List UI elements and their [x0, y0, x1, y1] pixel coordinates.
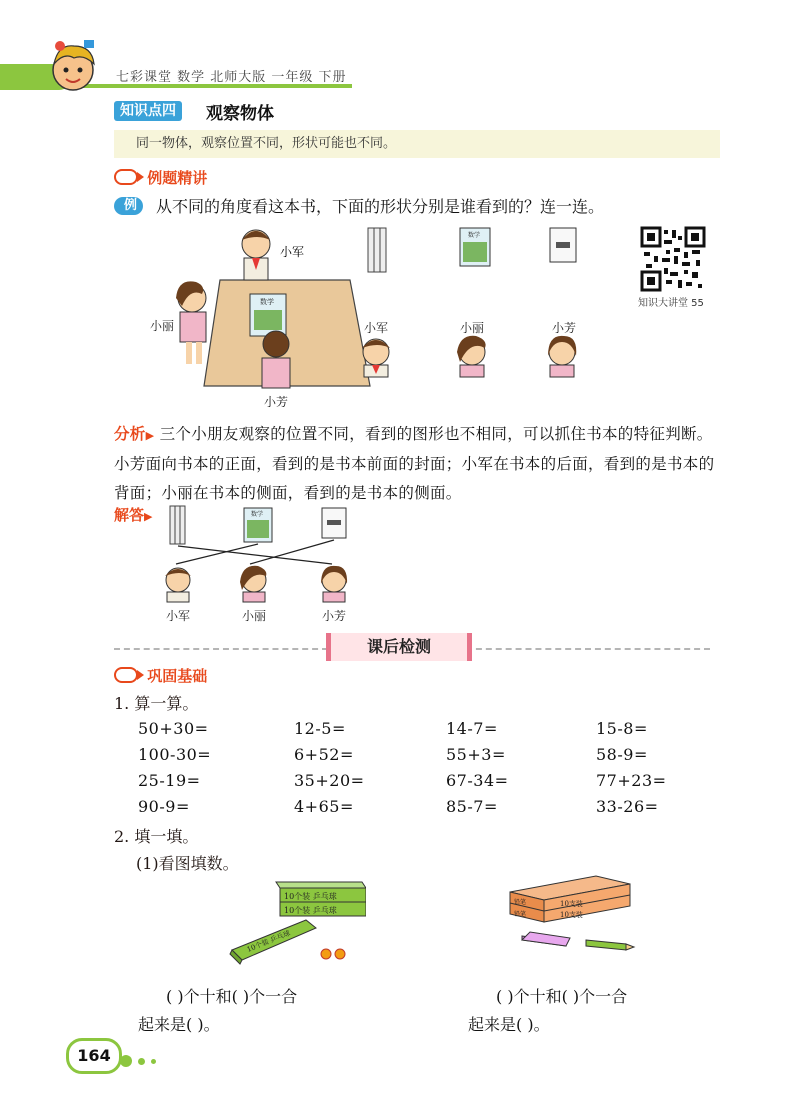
- svg-text:小芳: 小芳: [322, 609, 347, 623]
- svg-text:10个装 乒乓球: 10个装 乒乓球: [284, 892, 337, 901]
- svg-text:小丽: 小丽: [242, 609, 267, 623]
- svg-text:铅笔: 铅笔: [514, 899, 527, 906]
- label-xiaojun: 小军: [280, 245, 305, 259]
- ping-pong-box-tilted: [230, 920, 316, 964]
- section-arrow-icon: [114, 667, 138, 683]
- example-badge: 例: [114, 197, 143, 215]
- svg-text:小丽: 小丽: [460, 321, 485, 335]
- answer-label-wrap: 解答▶: [114, 506, 153, 524]
- svg-text:10个装 乒乓球: 10个装 乒乓球: [245, 929, 292, 954]
- child-xiaojun-figure: [242, 230, 270, 280]
- q1-item: 15-8=: [596, 719, 648, 738]
- mascot-icon: [44, 38, 102, 96]
- pencil-box-stack: [510, 876, 630, 922]
- answer-kid-3: [321, 566, 347, 623]
- ping-pong-box-middle: [280, 902, 366, 916]
- child-xiaofang-figure: [262, 331, 290, 388]
- view-side-of-book: [368, 228, 386, 272]
- q1-title: 1. 算一算。: [114, 694, 199, 713]
- q1-item: 58-9=: [596, 745, 648, 764]
- q1-item: 67-34=: [446, 771, 509, 790]
- answer-side-view: [170, 506, 185, 544]
- svg-text:10个装 乒乓球: 10个装 乒乓球: [284, 906, 337, 915]
- q1-item: 14-7=: [446, 719, 498, 738]
- svg-text:数学: 数学: [468, 232, 481, 239]
- kid-portrait-2: [457, 321, 486, 377]
- after-class-title: 课后检测: [326, 633, 472, 661]
- svg-text:小军: 小军: [364, 321, 389, 335]
- answer-matching-figure: [150, 500, 410, 626]
- analysis-label: 分析: [114, 425, 146, 443]
- q2-right-line2: 起来是( )。: [468, 1015, 550, 1034]
- observation-scene-illustration: [140, 224, 640, 414]
- q1-item: 12-5=: [294, 719, 346, 738]
- q2-left-line2: 起来是( )。: [138, 1015, 220, 1034]
- svg-text:数学: 数学: [251, 511, 264, 518]
- q1-item: 6+52=: [294, 745, 354, 764]
- q1-item: 85-7=: [446, 797, 498, 816]
- knowledge-point-note: 同一物体，观察位置不同，形状可能也不同。: [114, 130, 720, 158]
- divider-right: [466, 648, 710, 650]
- ping-pong-box-top: [276, 882, 366, 902]
- label-xiaofang: 小芳: [264, 395, 289, 409]
- section-arrow-icon: [114, 169, 138, 185]
- consolidate-section-heading: [114, 665, 207, 686]
- qr-code-icon[interactable]: [640, 226, 706, 292]
- ping-pong-boxes-illustration: [226, 874, 366, 974]
- svg-text:小军: 小军: [166, 609, 191, 623]
- q1-item: 100-30=: [138, 745, 212, 764]
- example-section-heading: [114, 167, 207, 188]
- q2-right-line1: ( )个十和( )个一合: [496, 987, 628, 1006]
- analysis-paragraph: 分析▶ 三个小朋友观察的位置不同，看到的图形也不相同，可以抓住书本的特征判断。小芳面向书本的正面，看到的是书本前面的封面；小军在书本的后面，看到的是书本的背面；小丽在书本的侧面，看到的是书本的侧面。: [114, 425, 715, 502]
- analysis-text: 三个小朋友观察的位置不同，看到的图形也不相同，可以抓住书本的特征判断。小芳面向书本的正面，看到的是书本前面的封面；小军在书本的后面，看到的是书本的背面；小丽在书本的侧面，看到的是书本的侧面。: [114, 425, 715, 502]
- ping-pong-ball: [321, 949, 331, 959]
- footer-dot: [120, 1055, 132, 1067]
- book-on-table: [250, 294, 286, 336]
- footer-dot: [138, 1058, 145, 1065]
- svg-text:10支装: 10支装: [560, 911, 583, 919]
- view-front-of-book: [460, 228, 490, 266]
- answer-kid-2: [240, 566, 266, 623]
- svg-text:铅笔: 铅笔: [514, 911, 527, 918]
- match-line-side: [178, 546, 332, 564]
- example-section-title: 例题精讲: [147, 169, 208, 187]
- qr-caption: 知识大讲堂 55: [638, 298, 704, 309]
- q1-item: 25-19=: [138, 771, 201, 790]
- q1-item: 4+65=: [294, 797, 354, 816]
- answer-label: 解答: [114, 506, 145, 524]
- q1-item: 55+3=: [446, 745, 506, 764]
- label-xiaoli: 小丽: [150, 319, 175, 333]
- match-line-back: [250, 540, 334, 564]
- svg-text:数学: 数学: [260, 298, 274, 306]
- example-question: 从不同的角度看这本书，下面的形状分别是谁看到的？连一连。: [156, 197, 605, 216]
- loose-pencils: [522, 932, 634, 950]
- svg-text:10支装: 10支装: [560, 900, 583, 908]
- q1-item: 90-9=: [138, 797, 190, 816]
- view-back-of-book: [550, 228, 576, 262]
- kid-portrait-3: [548, 321, 576, 377]
- knowledge-point-badge: 知识点四: [114, 101, 182, 121]
- child-xiaoli-figure: [176, 281, 206, 364]
- q2-left-line1: ( )个十和( )个一合: [166, 987, 298, 1006]
- svg-text:小芳: 小芳: [552, 321, 577, 335]
- q1-item: 77+23=: [596, 771, 667, 790]
- answer-kid-1: [165, 568, 191, 623]
- page-number: 164: [66, 1038, 122, 1074]
- q1-item: 33-26=: [596, 797, 659, 816]
- ping-pong-ball: [335, 949, 345, 959]
- q2-title: 2. 填一填。: [114, 827, 199, 846]
- pencil-boxes-illustration: [500, 872, 640, 956]
- answer-front-view: [244, 508, 272, 542]
- q1-item: 35+20=: [294, 771, 365, 790]
- footer-dot: [151, 1059, 156, 1064]
- divider-left: [114, 648, 328, 650]
- header-title: 七彩课堂 数学 北师大版 一年级 下册: [116, 70, 347, 85]
- answer-back-view: [322, 508, 346, 538]
- q1-item: 50+30=: [138, 719, 209, 738]
- kid-portrait-1: [362, 321, 390, 377]
- consolidate-section-title: 巩固基础: [147, 667, 208, 685]
- q2-subtitle: (1)看图填数。: [136, 854, 239, 873]
- knowledge-point-title: 观察物体: [206, 104, 274, 124]
